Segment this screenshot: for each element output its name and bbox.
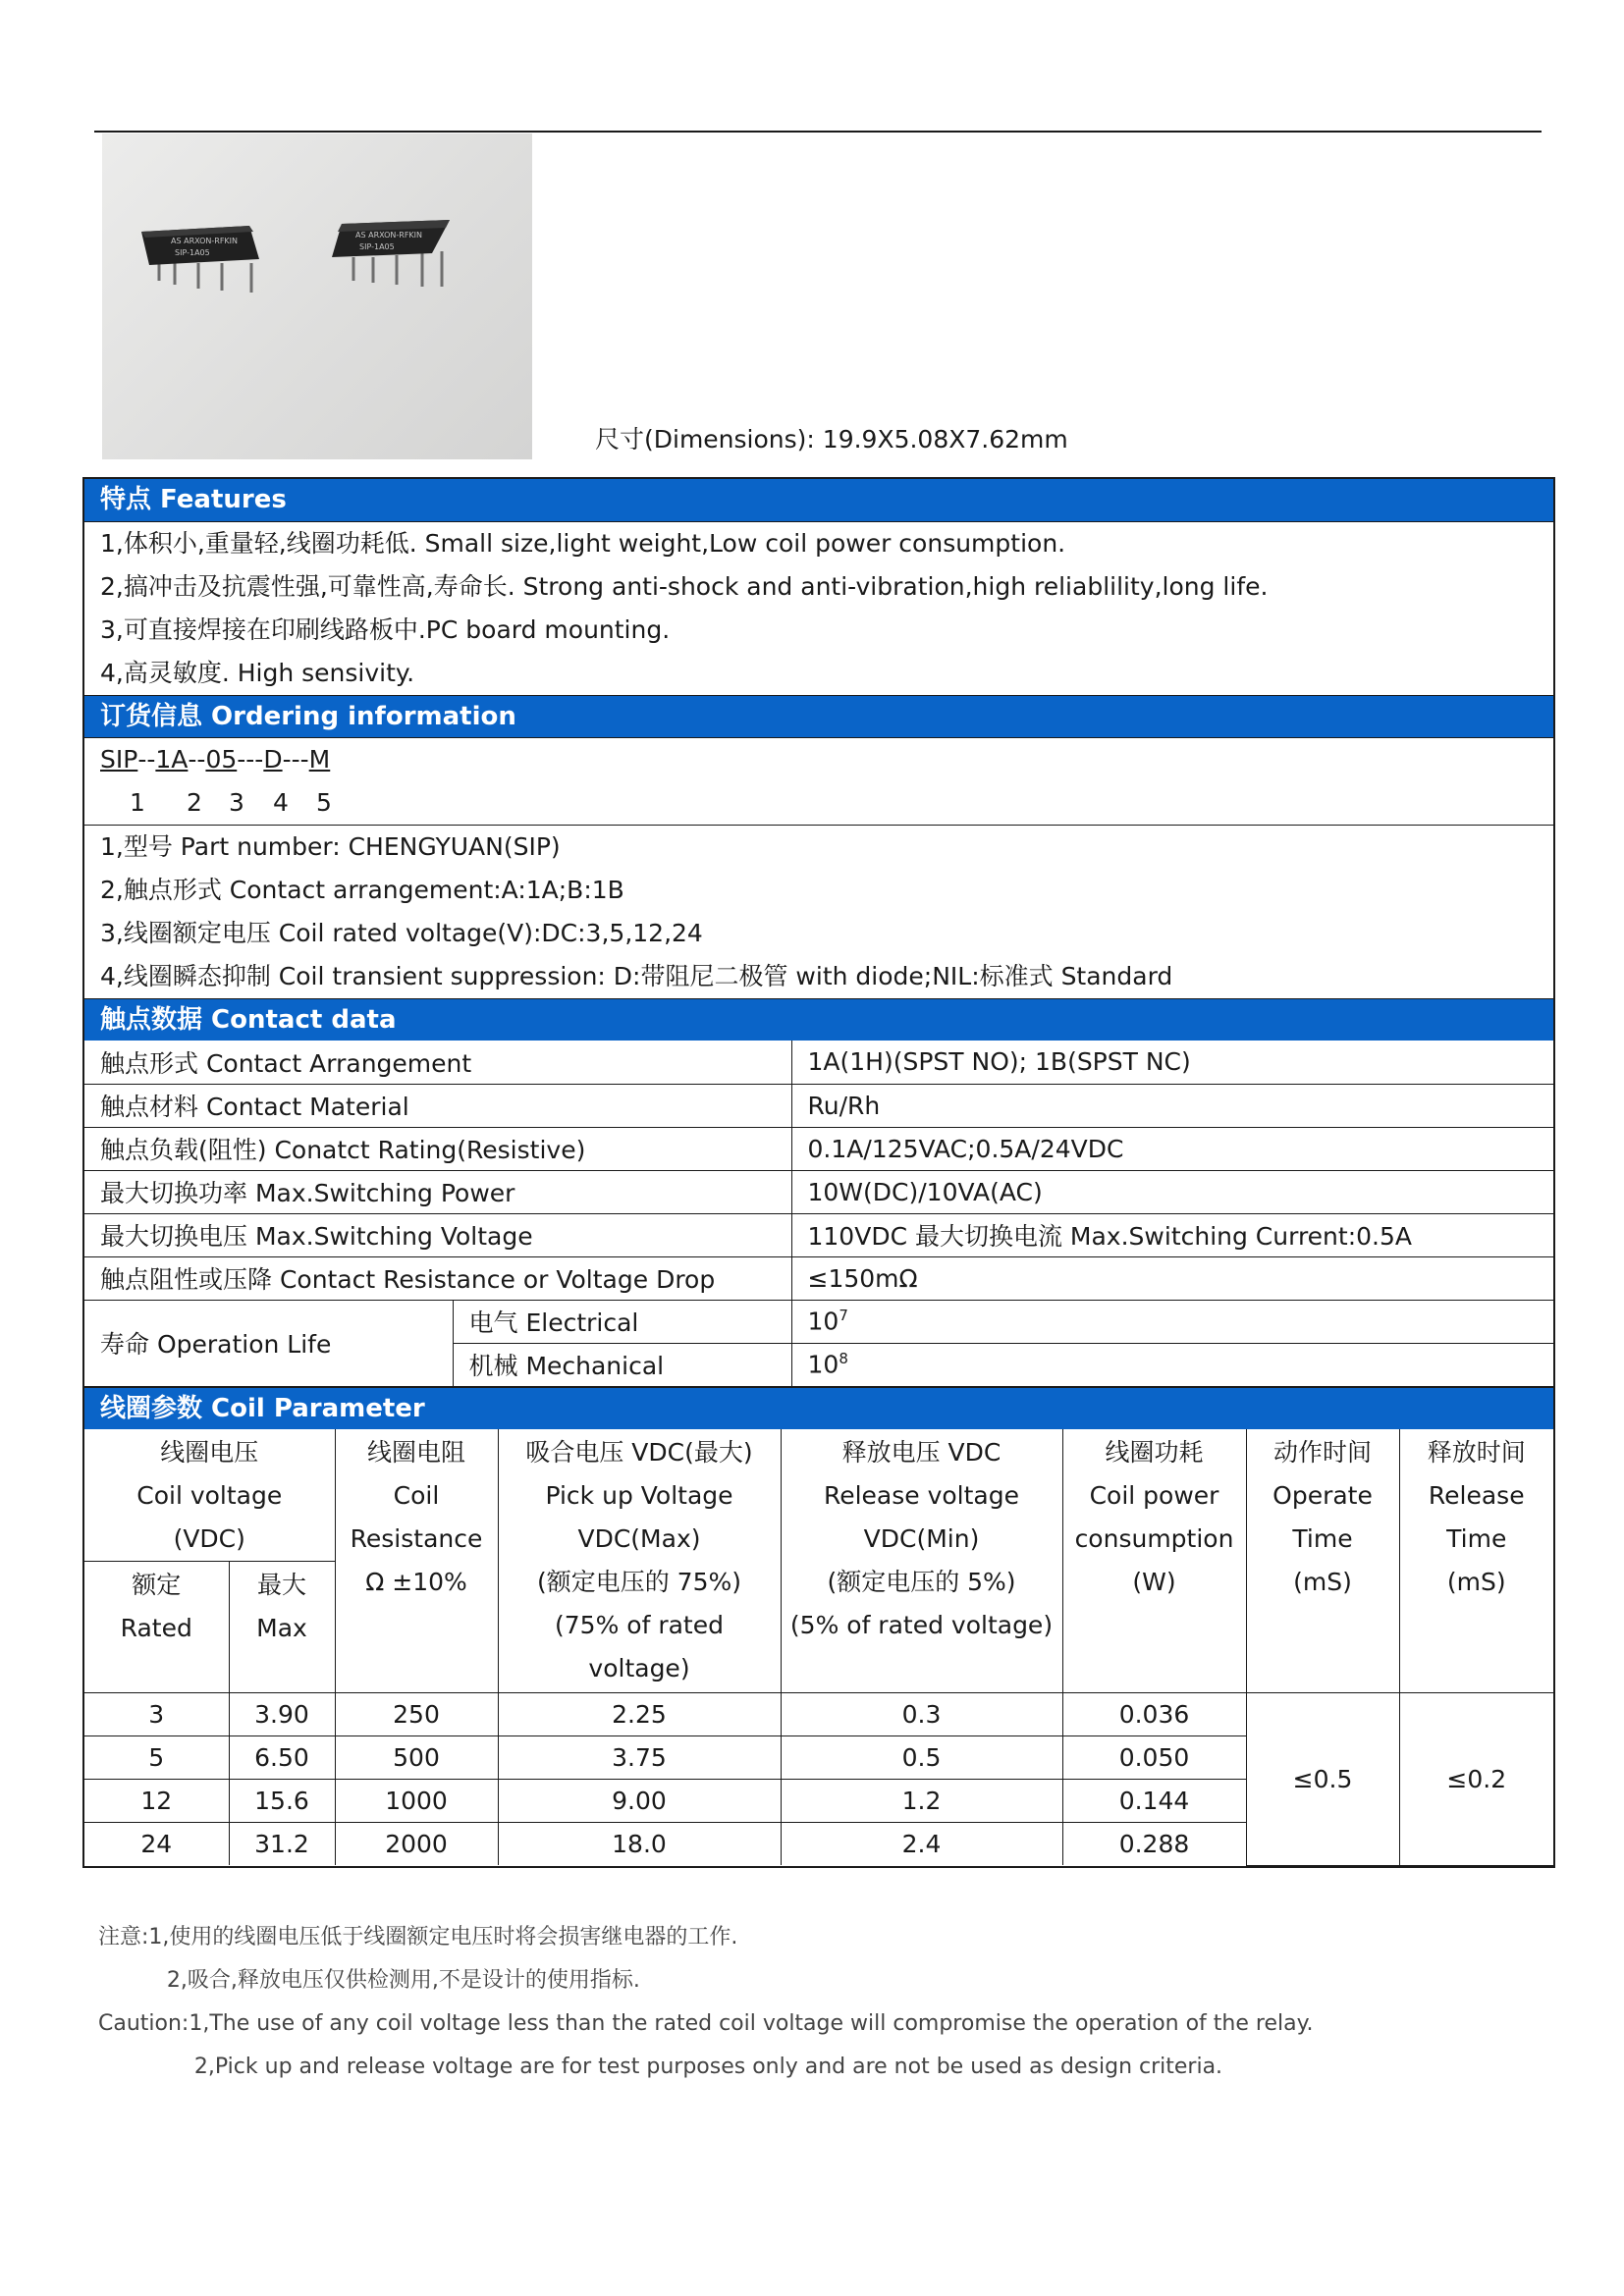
ordering-item: 4,线圈瞬态抑制 Coil transient suppression: D:带阻尼二极管 with diode;NIL:标准式 Standard [100,962,1173,990]
relay-photo-illustration [102,133,532,459]
header-text: VDC(Max) [577,1523,701,1553]
code-position: 4 [273,788,289,817]
contact-value: 0.1A/125VAC;0.5A/24VDC [791,1127,1553,1170]
contact-value: 110VDC 最大切换电流 Max.Switching Current:0.5A [791,1213,1553,1256]
header-text: (75% of rated [555,1610,724,1639]
cell-max: 3.90 [229,1692,335,1735]
table-row [84,1084,1553,1127]
cell-pickup: 9.00 [498,1779,781,1822]
col-header-operate-time [1246,1429,1399,1693]
header-text: (额定电压的 5%) [827,1567,1016,1596]
life-mechanical-label: 机械 Mechanical [453,1343,791,1386]
header-text: Coil power [1089,1480,1219,1510]
contact-label: 最大切换功率 Max.Switching Power [84,1170,791,1213]
code-suppression: D [263,745,283,774]
life-mechanical-exponent: 8 [839,1350,848,1368]
cell-power: 0.288 [1062,1822,1246,1865]
header-text: Operate [1272,1480,1373,1510]
header-text: Time [1292,1523,1353,1553]
feature-item: 2,搞冲击及抗震性强,可靠性高,寿命长. Strong anti-shock and anti-vibration,high reliablility,long life. [100,572,1269,601]
cell-rated: 12 [84,1779,229,1822]
relay-label-2-top: AS ARXON-RFKIN [355,231,423,240]
header-text: 最大 [256,1570,306,1599]
features-list [84,521,1553,695]
col-header-max [229,1561,335,1692]
cell-max: 6.50 [229,1735,335,1779]
cell-resistance: 250 [335,1692,498,1735]
note-line: 2,吸合,释放电压仅供检测用,不是设计的使用指标. [98,1968,640,1993]
life-electrical-label: 电气 Electrical [453,1300,791,1343]
cell-max: 15.6 [229,1779,335,1822]
cell-power: 0.050 [1062,1735,1246,1779]
contact-value: ≤150mΩ [791,1256,1553,1300]
contact-value: 10W(DC)/10VA(AC) [791,1170,1553,1213]
cell-resistance: 500 [335,1735,498,1779]
col-header-release [781,1429,1062,1693]
code-position: 2 [187,788,202,817]
header-text: Time [1446,1523,1507,1553]
life-label: 寿命 Operation Life [84,1300,453,1386]
coil-table [84,1429,1553,1866]
col-header-rated [84,1561,229,1692]
contact-label: 触点材料 Contact Material [84,1084,791,1127]
code-contact: 1A [155,745,189,774]
header-text: Max [256,1613,307,1642]
ordering-item: 3,线圈额定电压 Coil rated voltage(V):DC:3,5,12,24 [100,919,703,947]
cell-resistance: 1000 [335,1779,498,1822]
contact-label: 触点阻性或压降 Contact Resistance or Voltage Drop [84,1256,791,1300]
dimensions-caption: 尺寸(Dimensions): 19.9X5.08X7.62mm [595,425,1068,454]
code-separator: -- [188,745,206,774]
cell-pickup: 18.0 [498,1822,781,1865]
cell-pickup: 2.25 [498,1692,781,1735]
table-row [84,1041,1553,1084]
contact-table [84,1041,1553,1387]
code-series: SIP [100,745,138,774]
code-separator: --- [282,745,309,774]
cell-rated: 3 [84,1692,229,1735]
header-text: 释放电压 VDC [841,1437,1001,1467]
cell-max: 31.2 [229,1822,335,1865]
ordering-code [84,738,1553,781]
col-header-coil-voltage [84,1429,335,1562]
cell-power: 0.036 [1062,1692,1246,1735]
feature-item: 3,可直接焊接在印刷线路板中.PC board mounting. [100,615,671,644]
cell-rated: 5 [84,1735,229,1779]
ordering-item: 1,型号 Part number: CHENGYUAN(SIP) [100,832,561,861]
header-text: voltage) [588,1653,690,1682]
datasheet [82,477,1555,1868]
col-header-pickup [498,1429,781,1693]
table-row [84,1429,1553,1562]
header-text: (5% of rated voltage) [789,1610,1054,1639]
header-text: 线圈电压 [160,1437,259,1467]
code-separator: --- [237,745,264,774]
col-header-resistance [335,1429,498,1693]
life-electrical-value [791,1300,1553,1343]
header-text: (额定电压的 75%) [536,1567,742,1596]
header-text: (mS) [1293,1567,1352,1596]
cell-rated: 24 [84,1822,229,1865]
note-line: 2,Pick up and release voltage are for test purposes only and are not be used as design criteria. [98,2055,1223,2079]
header-rule [94,131,1542,133]
table-row [84,1170,1553,1213]
feature-item: 1,体积小,重量轻,线圈功耗低. Small size,light weight,Low coil power consumption. [100,529,1066,558]
table-row [84,1256,1553,1300]
header-text: Release [1428,1480,1525,1510]
cell-resistance: 2000 [335,1822,498,1865]
table-row [84,1692,1553,1735]
relay-label-1-top: AS ARXON-RFKIN [171,237,239,245]
coil-heading: 线圈参数 Coil Parameter [84,1387,1553,1429]
header-text: 线圈功耗 [1105,1437,1204,1467]
relay-label-2-bottom: SIP-1A05 [359,242,395,251]
code-separator: -- [137,745,156,774]
header-text: VDC(Min) [863,1523,980,1553]
code-positions [84,781,1553,825]
code-voltage: 05 [205,745,238,774]
contact-heading: 触点数据 Contact data [84,998,1553,1041]
cell-release: 0.3 [781,1692,1062,1735]
contact-label: 最大切换电压 Max.Switching Voltage [84,1213,791,1256]
ordering-heading: 订货信息 Ordering information [84,695,1553,737]
header-text: Ω ±10% [365,1567,467,1596]
feature-item: 4,高灵敏度. High sensivity. [100,659,415,687]
cell-release: 1.2 [781,1779,1062,1822]
relay-label-1-bottom: SIP-1A05 [175,248,210,257]
contact-value: 1A(1H)(SPST NO); 1B(SPST NC) [791,1041,1553,1084]
cell-release-time: ≤0.2 [1399,1692,1553,1865]
header-text: Coil voltage [136,1480,283,1510]
life-mechanical-base: 10 [807,1350,839,1379]
features-heading: 特点 Features [84,479,1553,521]
header-text: Release voltage [823,1480,1020,1510]
header-text: Rated [120,1613,192,1642]
header-text: (W) [1132,1567,1176,1596]
cell-release: 0.5 [781,1735,1062,1779]
note-line: 注意:1,使用的线圈电压低于线圈额定电压时将会损害继电器的工作. [98,1925,738,1949]
notes [98,1916,1313,2089]
code-suffix: M [308,745,331,774]
table-row [84,1127,1553,1170]
header-text: 释放时间 [1427,1437,1526,1467]
header-text: Pick up Voltage [545,1480,733,1510]
header-text: 额定 [132,1570,182,1599]
header-text: Resistance [350,1523,483,1553]
code-position: 3 [229,788,244,817]
ordering-details [84,825,1553,998]
header-text: Coil [393,1480,440,1510]
contact-label: 触点负载(阻性) Conatct Rating(Resistive) [84,1127,791,1170]
product-photo [102,133,532,459]
header-text: (mS) [1446,1567,1506,1596]
header-text: consumption [1074,1523,1234,1553]
cell-power: 0.144 [1062,1779,1246,1822]
life-electrical-exponent: 7 [839,1307,848,1325]
code-position: 1 [130,788,145,817]
table-row [84,1213,1553,1256]
cell-operate-time: ≤0.5 [1246,1692,1399,1865]
cell-pickup: 3.75 [498,1735,781,1779]
header-text: 线圈电阻 [366,1437,465,1467]
header-text: 吸合电压 VDC(最大) [525,1437,753,1467]
code-position: 5 [316,788,332,817]
contact-value: Ru/Rh [791,1084,1553,1127]
col-header-power [1062,1429,1246,1693]
table-row [84,1300,1553,1343]
life-mechanical-value [791,1343,1553,1386]
header-text: (VDC) [173,1523,245,1553]
note-line: Caution:1,The use of any coil voltage less than the rated coil voltage will compromise the operation of the relay. [98,2011,1314,2036]
header-text: 动作时间 [1272,1437,1372,1467]
ordering-item: 2,触点形式 Contact arrangement:A:1A;B:1B [100,876,624,904]
contact-label: 触点形式 Contact Arrangement [84,1041,791,1084]
cell-release: 2.4 [781,1822,1062,1865]
col-header-release-time [1399,1429,1553,1693]
ordering-code-block [84,737,1553,825]
life-electrical-base: 10 [807,1307,839,1336]
